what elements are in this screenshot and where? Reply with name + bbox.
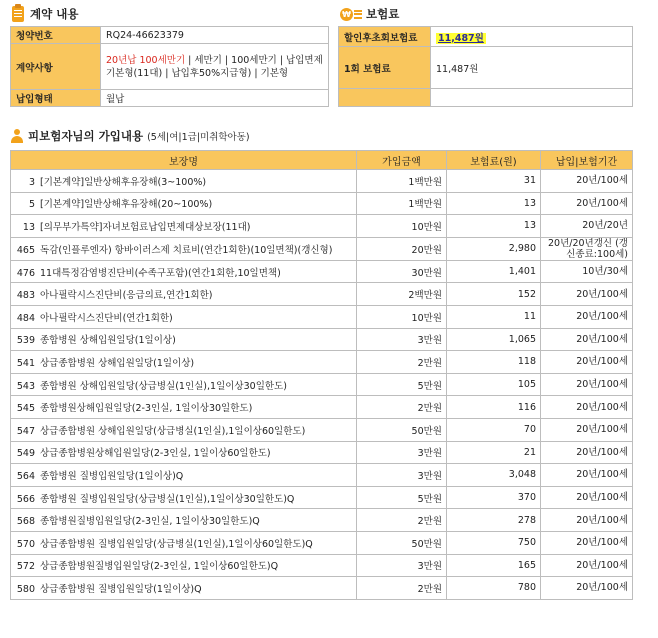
coverage-name: 종합병원질병입원일당(2-3인실, 1일이상30일한도)Q bbox=[40, 516, 260, 528]
coverage-period: 20년/100세 bbox=[541, 418, 633, 441]
table-row bbox=[11, 396, 633, 419]
coverage-period: 20년/100세 bbox=[541, 396, 633, 419]
coverage-section-title: 피보험자님의 가입내용 bbox=[28, 129, 144, 143]
coverage-code: 570 bbox=[16, 538, 35, 550]
column-header-amount: 가입금액 bbox=[357, 151, 447, 170]
table-row bbox=[11, 192, 633, 215]
contract-section-title: 계약 내용 bbox=[30, 7, 79, 21]
coverage-name-cell bbox=[11, 328, 357, 351]
coverage-name-cell bbox=[11, 418, 357, 441]
table-row bbox=[11, 464, 633, 487]
table-row bbox=[11, 418, 633, 441]
coverage-amount: 3만원 bbox=[357, 441, 447, 464]
contract-row bbox=[11, 44, 329, 90]
coverage-amount: 30만원 bbox=[357, 260, 447, 283]
coverage-premium: 70 bbox=[447, 418, 541, 441]
coverage-period: 20년/100세 bbox=[541, 170, 633, 193]
table-row bbox=[11, 305, 633, 328]
coverage-name-cell bbox=[11, 577, 357, 600]
coverage-amount: 2만원 bbox=[357, 509, 447, 532]
coverage-period: 20년/20년 bbox=[541, 215, 633, 238]
table-row bbox=[11, 170, 633, 193]
table-row bbox=[11, 215, 633, 238]
contract-value bbox=[101, 44, 329, 90]
coverage-name-cell bbox=[11, 237, 357, 260]
table-row bbox=[11, 373, 633, 396]
table-row bbox=[11, 260, 633, 283]
contract-row bbox=[11, 27, 329, 44]
coverage-name: 종합병원 질병입원일당(상급병실(1인실),1일이상30일한도)Q bbox=[40, 493, 295, 505]
coverage-premium: 31 bbox=[447, 170, 541, 193]
table-row bbox=[11, 441, 633, 464]
coverage-period: 20년/100세 bbox=[541, 328, 633, 351]
coverage-code: 476 bbox=[16, 267, 35, 279]
coverage-premium: 750 bbox=[447, 531, 541, 554]
premium-row bbox=[339, 47, 633, 89]
premium-section-header bbox=[340, 6, 399, 22]
coverage-name: [의무부가특약]자녀보험료납입면제대상보장(11대) bbox=[40, 221, 251, 233]
coverage-name-cell bbox=[11, 396, 357, 419]
table-row bbox=[11, 328, 633, 351]
coverage-name: 상급종합병원질병입원일당(2-3인실, 1일이상60일한도)Q bbox=[40, 561, 279, 573]
premium-value: 11,487원 bbox=[431, 47, 633, 89]
coverage-period: 20년/100세 bbox=[541, 305, 633, 328]
coverage-period: 20년/100세 bbox=[541, 531, 633, 554]
coverage-code: 566 bbox=[16, 493, 35, 505]
coverage-amount: 20만원 bbox=[357, 237, 447, 260]
coverage-amount: 2백만원 bbox=[357, 283, 447, 306]
coverage-premium: 278 bbox=[447, 509, 541, 532]
coverage-name-cell bbox=[11, 373, 357, 396]
coverage-amount: 10만원 bbox=[357, 305, 447, 328]
coverage-name-cell bbox=[11, 351, 357, 374]
coverage-amount: 2만원 bbox=[357, 577, 447, 600]
contract-value-highlight: 20년납 100세만기 bbox=[106, 54, 186, 66]
premium-label: 1회 보험료 bbox=[339, 47, 431, 89]
coverage-period: 20년/100세 bbox=[541, 373, 633, 396]
coverage-premium: 780 bbox=[447, 577, 541, 600]
coverage-name: 11대특정감염병진단비(수족구포함)(연간1회한,10일면책) bbox=[40, 267, 281, 279]
coverage-name: 상급종합병원상해입원일당(2-3인실, 1일이상60일한도) bbox=[40, 448, 271, 460]
coverage-premium: 165 bbox=[447, 554, 541, 577]
coverage-table bbox=[10, 150, 633, 600]
coverage-amount: 1백만원 bbox=[357, 170, 447, 193]
premium-row bbox=[339, 89, 633, 107]
coverage-code: 5 bbox=[28, 199, 35, 211]
coverage-amount: 3만원 bbox=[357, 554, 447, 577]
premium-label: 할인후초회보험료 bbox=[339, 27, 431, 47]
coverage-code: 549 bbox=[16, 448, 35, 460]
coverage-name-cell bbox=[11, 192, 357, 215]
coverage-amount: 5만원 bbox=[357, 373, 447, 396]
coverage-code: 465 bbox=[16, 244, 35, 256]
coverage-period: 20년/100세 bbox=[541, 554, 633, 577]
coverage-period: 20년/20년갱신 (갱신종료:100세) bbox=[541, 237, 633, 260]
premium-value bbox=[431, 27, 633, 47]
coverage-name-cell bbox=[11, 215, 357, 238]
coverage-name: 종합병원 상해입원일당(1일이상) bbox=[40, 335, 176, 347]
coverage-amount: 5만원 bbox=[357, 486, 447, 509]
coverage-premium: 21 bbox=[447, 441, 541, 464]
table-row bbox=[11, 351, 633, 374]
coverage-name-cell bbox=[11, 441, 357, 464]
coverage-name-cell bbox=[11, 464, 357, 487]
coverage-table-body bbox=[11, 170, 633, 600]
coverage-period: 20년/100세 bbox=[541, 441, 633, 464]
coverage-premium: 1,065 bbox=[447, 328, 541, 351]
contract-value: RQ24-46623379 bbox=[101, 27, 329, 44]
coverage-code: 580 bbox=[16, 583, 35, 595]
premium-highlight-value: 11,487원 bbox=[438, 32, 484, 44]
column-header-premium: 보험료(원) bbox=[447, 151, 541, 170]
coverage-premium: 105 bbox=[447, 373, 541, 396]
coverage-name-cell bbox=[11, 283, 357, 306]
column-header-period: 납입|보험기간 bbox=[541, 151, 633, 170]
coverage-premium: 1,401 bbox=[447, 260, 541, 283]
coverage-name: 종합병원상해입원일당(2-3인실, 1일이상30일한도) bbox=[40, 403, 253, 415]
coverage-period: 20년/100세 bbox=[541, 509, 633, 532]
coverage-premium: 370 bbox=[447, 486, 541, 509]
coverage-code: 564 bbox=[16, 470, 35, 482]
coverage-name: 종합병원 질병입원일당(1일이상)Q bbox=[40, 470, 184, 482]
coverage-code: 547 bbox=[16, 425, 35, 437]
coverage-code: 543 bbox=[16, 380, 35, 392]
table-row bbox=[11, 509, 633, 532]
coverage-period: 20년/100세 bbox=[541, 577, 633, 600]
contract-label: 청약번호 bbox=[11, 27, 101, 44]
coverage-name-cell bbox=[11, 531, 357, 554]
coverage-section-subtitle: (5세|여|1급|미취학아동) bbox=[147, 132, 250, 143]
coverage-name-cell bbox=[11, 509, 357, 532]
coverage-name-cell bbox=[11, 554, 357, 577]
coverage-code: 572 bbox=[16, 561, 35, 573]
contract-value: 월납 bbox=[101, 90, 329, 107]
coverage-name: 상급종합병원 질병입원일당(상급병실(1인실),1일이상60일한도)Q bbox=[40, 538, 313, 550]
coverage-code: 483 bbox=[16, 290, 35, 302]
coverage-period: 20년/100세 bbox=[541, 351, 633, 374]
coverage-code: 13 bbox=[22, 221, 35, 233]
coverage-code: 3 bbox=[28, 176, 35, 188]
coverage-code: 484 bbox=[16, 312, 35, 324]
coverage-name: 상급종합병원 상해입원일당(1일이상) bbox=[40, 357, 195, 369]
coverage-code: 545 bbox=[16, 403, 35, 415]
coverage-name: 아나필락시스진단비(응급의료,연간1회한) bbox=[40, 290, 213, 302]
premium-table bbox=[338, 26, 633, 107]
coverage-name: 상급종합병원 상해입원일당(상급병실(1인실),1일이상60일한도) bbox=[40, 425, 306, 437]
contract-row bbox=[11, 90, 329, 107]
coverage-name-cell bbox=[11, 260, 357, 283]
coverage-premium: 152 bbox=[447, 283, 541, 306]
coverage-name: [기본계약]일반상해후유장해(3~100%) bbox=[40, 176, 207, 188]
contract-section-header bbox=[12, 6, 78, 22]
coverage-amount: 50만원 bbox=[357, 418, 447, 441]
contract-value-rest: | 세만기 | 100세만기 | 납입면제기본형(11대) | 납입후50%지급형) | 기본형 bbox=[106, 54, 323, 79]
coverage-name: 상급종합병원 질병입원일당(1일이상)Q bbox=[40, 583, 202, 595]
coverage-period: 20년/100세 bbox=[541, 464, 633, 487]
table-row bbox=[11, 237, 633, 260]
table-row bbox=[11, 283, 633, 306]
coverage-premium: 118 bbox=[447, 351, 541, 374]
contract-label: 납입형태 bbox=[11, 90, 101, 107]
coverage-name-cell bbox=[11, 486, 357, 509]
coverage-name: 독감(인플루엔자) 항바이러스제 치료비(연간1회한)(10일면책)(갱신형) bbox=[40, 244, 333, 256]
coverage-period: 20년/100세 bbox=[541, 283, 633, 306]
coverage-premium: 11 bbox=[447, 305, 541, 328]
coverage-premium: 13 bbox=[447, 215, 541, 238]
person-icon bbox=[10, 129, 24, 143]
coverage-premium: 13 bbox=[447, 192, 541, 215]
premium-section-title: 보험료 bbox=[366, 7, 400, 21]
table-row bbox=[11, 554, 633, 577]
contract-table bbox=[10, 26, 329, 107]
table-row bbox=[11, 531, 633, 554]
coverage-period: 10년/30세 bbox=[541, 260, 633, 283]
contract-label: 계약사항 bbox=[11, 44, 101, 90]
clipboard-icon bbox=[12, 6, 24, 22]
coverage-amount: 2만원 bbox=[357, 396, 447, 419]
coverage-name: 종합병원 상해입원일당(상급병실(1인실),1일이상30일한도) bbox=[40, 380, 287, 392]
coverage-code: 539 bbox=[16, 335, 35, 347]
coverage-amount: 10만원 bbox=[357, 215, 447, 238]
coverage-code: 568 bbox=[16, 516, 35, 528]
coverage-amount: 3만원 bbox=[357, 464, 447, 487]
coverage-period: 20년/100세 bbox=[541, 486, 633, 509]
coverage-amount: 1백만원 bbox=[357, 192, 447, 215]
coverage-name-cell bbox=[11, 305, 357, 328]
table-row bbox=[11, 486, 633, 509]
coverage-premium: 3,048 bbox=[447, 464, 541, 487]
won-icon: ₩ bbox=[340, 8, 362, 21]
coverage-premium: 116 bbox=[447, 396, 541, 419]
coverage-name: [기본계약]일반상해후유장해(20~100%) bbox=[40, 199, 213, 211]
coverage-amount: 3만원 bbox=[357, 328, 447, 351]
table-row bbox=[11, 577, 633, 600]
coverage-amount: 50만원 bbox=[357, 531, 447, 554]
coverage-section-header bbox=[10, 128, 250, 144]
coverage-period: 20년/100세 bbox=[541, 192, 633, 215]
coverage-code: 541 bbox=[16, 357, 35, 369]
coverage-name: 아나필락시스진단비(연간1회한) bbox=[40, 312, 173, 324]
coverage-name-cell bbox=[11, 170, 357, 193]
coverage-amount: 2만원 bbox=[357, 351, 447, 374]
premium-row bbox=[339, 27, 633, 47]
coverage-premium: 2,980 bbox=[447, 237, 541, 260]
column-header-coverage: 보장명 bbox=[11, 151, 357, 170]
coverage-header-row bbox=[11, 151, 633, 170]
